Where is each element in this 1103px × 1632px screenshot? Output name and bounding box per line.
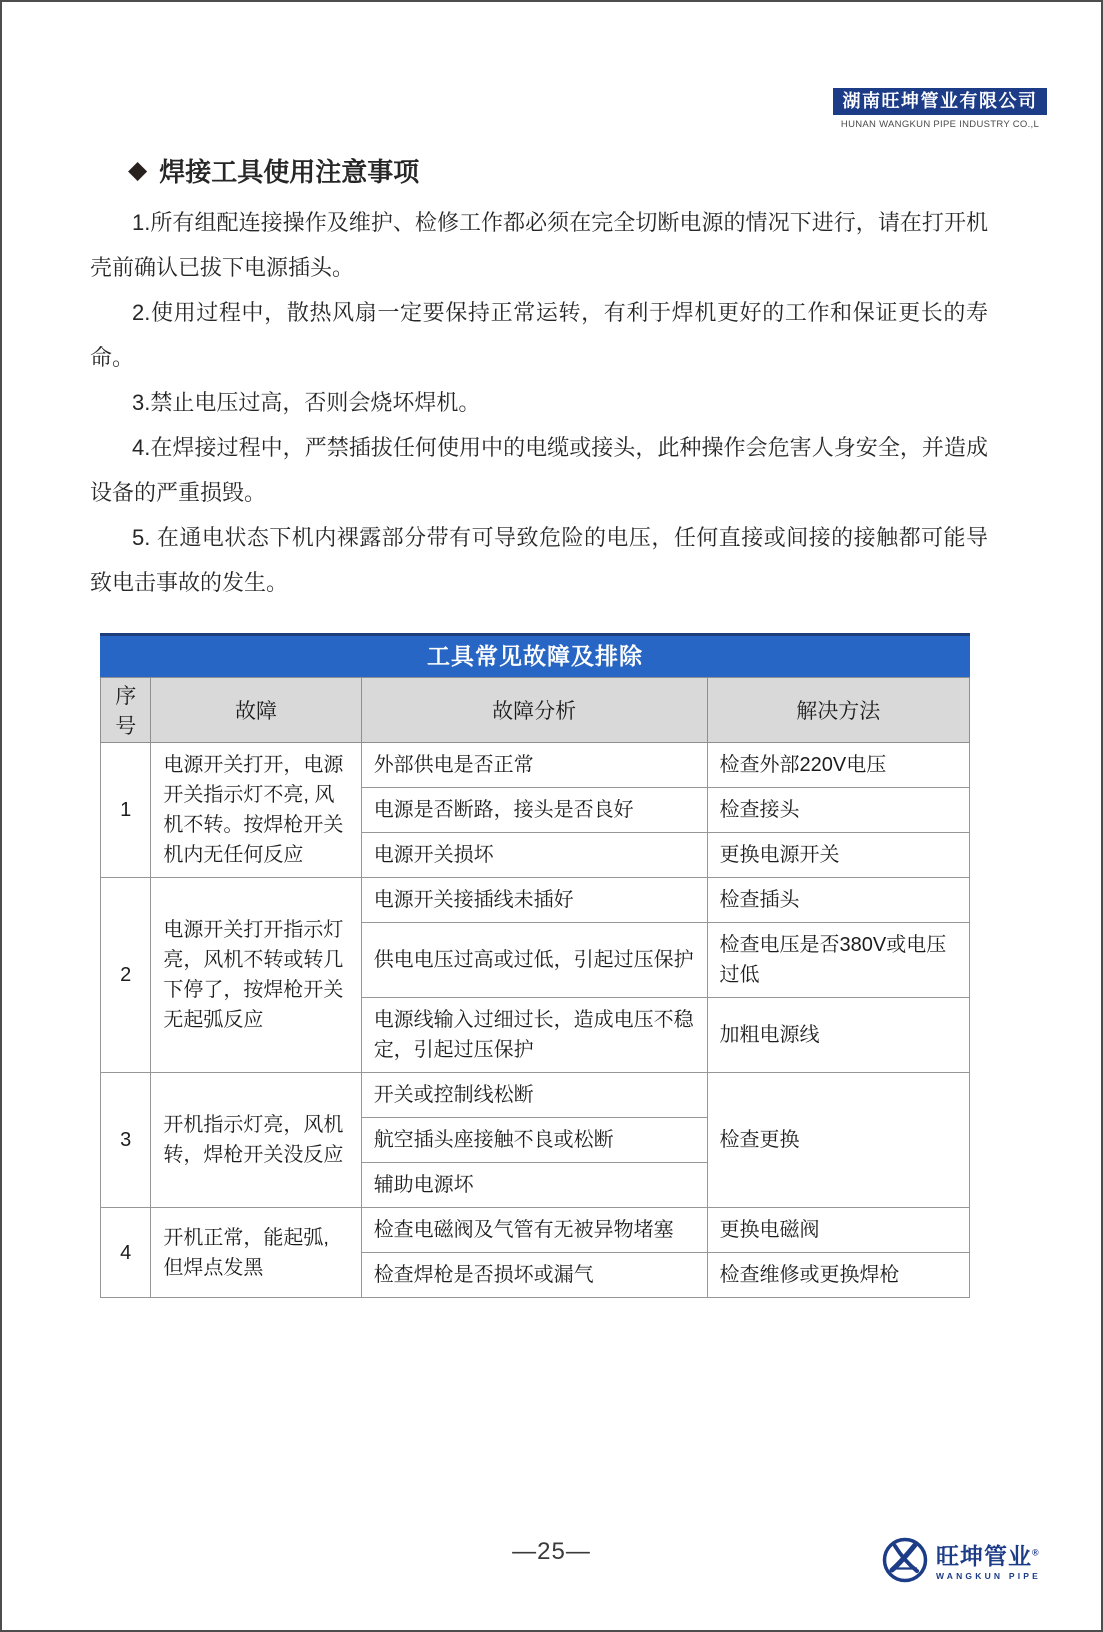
page-number: —25— <box>512 1538 591 1565</box>
fault-table-section <box>100 633 970 1298</box>
fault-cell: 开机指示灯亮，风机转，焊枪开关没反应 <box>151 1073 361 1208</box>
analysis-cell: 外部供电是否正常 <box>361 743 707 788</box>
table-row <box>101 1208 970 1253</box>
analysis-cell: 电源开关损坏 <box>361 833 707 878</box>
analysis-cell: 电源线输入过细过长，造成电压不稳定，引起过压保护 <box>361 998 707 1073</box>
section-heading <box>128 152 419 189</box>
analysis-cell: 检查焊枪是否损坏或漏气 <box>361 1253 707 1298</box>
table-title: 工具常见故障及排除 <box>100 633 970 677</box>
fault-table <box>100 677 970 1298</box>
solution-cell: 检查外部220V电压 <box>707 743 969 788</box>
analysis-cell: 电源是否断路，接头是否良好 <box>361 788 707 833</box>
analysis-cell: 辅助电源坏 <box>361 1163 707 1208</box>
table-header-row <box>101 678 970 743</box>
table-row <box>101 1073 970 1118</box>
table-row <box>101 878 970 923</box>
brand-header <box>833 88 1047 130</box>
registered-mark: ® <box>1032 1547 1040 1558</box>
analysis-cell: 开关或控制线松断 <box>361 1073 707 1118</box>
solution-cell: 检查电压是否380V或电压过低 <box>707 923 969 998</box>
paragraph: 5. 在通电状态下机内裸露部分带有可导致危险的电压，任何直接或间接的接触都可能导致电击事故的发生。 <box>90 525 988 595</box>
solution-cell: 检查维修或更换焊枪 <box>707 1253 969 1298</box>
logo-name-cn: 旺坤管业® <box>936 1542 1040 1569</box>
analysis-cell: 航空插头座接触不良或松断 <box>361 1118 707 1163</box>
logo-name-en: WANGKUN PIPE <box>936 1570 1041 1581</box>
brand-name-cn: 湖南旺坤管业有限公司 <box>833 88 1047 115</box>
logo-text <box>936 1542 1041 1581</box>
row-number-cell: 1 <box>101 743 151 878</box>
brand-name-en: HUNAN WANGKUN PIPE INDUSTRY CO.,L <box>840 119 1040 130</box>
diamond-bullet-icon: ◆ <box>128 156 148 184</box>
analysis-cell: 供电电压过高或过低，引起过压保护 <box>361 923 707 998</box>
intro-paragraphs <box>90 200 988 605</box>
solution-cell: 检查更换 <box>707 1073 969 1208</box>
logo-emblem-icon <box>882 1537 928 1588</box>
solution-cell: 更换电磁阀 <box>707 1208 969 1253</box>
row-number-cell: 4 <box>101 1208 151 1298</box>
column-header: 故障 <box>151 678 361 743</box>
column-header: 序号 <box>101 678 151 743</box>
table-row <box>101 743 970 788</box>
paragraph: 2.使用过程中，散热风扇一定要保持正常运转，有利于焊机更好的工作和保证更长的寿命。 <box>90 300 988 370</box>
solution-cell: 更换电源开关 <box>707 833 969 878</box>
analysis-cell: 检查电磁阀及气管有无被异物堵塞 <box>361 1208 707 1253</box>
fault-cell: 电源开关打开指示灯亮，风机不转或转几下停了，按焊枪开关无起弧反应 <box>151 878 361 1073</box>
solution-cell: 加粗电源线 <box>707 998 969 1073</box>
footer-logo <box>882 1537 1041 1588</box>
fault-cell: 电源开关打开，电源开关指示灯不亮, 风机不转。按焊枪开关机内无任何反应 <box>151 743 361 878</box>
column-header: 故障分析 <box>361 678 707 743</box>
paragraph: 1.所有组配连接操作及维护、检修工作都必须在完全切断电源的情况下进行，请在打开机壳前确认已拔下电源插头。 <box>90 210 988 280</box>
solution-cell: 检查接头 <box>707 788 969 833</box>
paragraph: 3.禁止电压过高，否则会烧坏焊机。 <box>132 390 481 415</box>
paragraph: 4.在焊接过程中，严禁插拔任何使用中的电缆或接头，此种操作会危害人身安全，并造成设备的严重损毁。 <box>90 435 988 505</box>
fault-cell: 开机正常，能起弧,但焊点发黑 <box>151 1208 361 1298</box>
solution-cell: 检查插头 <box>707 878 969 923</box>
row-number-cell: 2 <box>101 878 151 1073</box>
section-title: 焊接工具使用注意事项 <box>159 157 420 187</box>
row-number-cell: 3 <box>101 1073 151 1208</box>
column-header: 解决方法 <box>707 678 969 743</box>
analysis-cell: 电源开关接插线未插好 <box>361 878 707 923</box>
